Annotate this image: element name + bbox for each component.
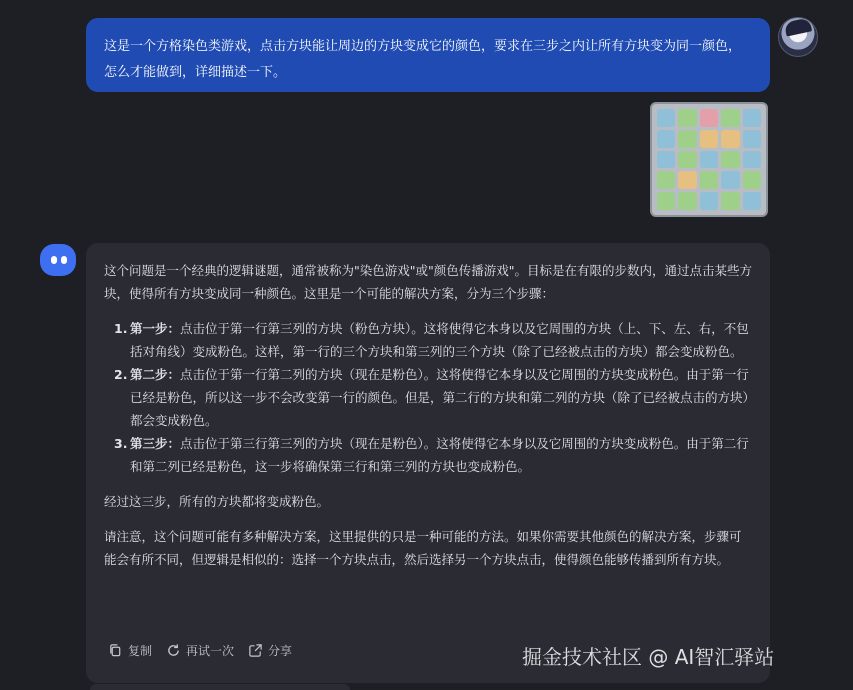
user-message-text: 这是一个方格染色类游戏，点击方块能让周边的方块变成它的颜色，要求在三步之内让所有方块变为同一颜色，怎么才能做到，详细描述一下。 [104, 39, 742, 80]
share-icon [248, 643, 263, 658]
puzzle-tile [657, 192, 675, 210]
puzzle-tile [700, 109, 718, 127]
puzzle-tile [657, 171, 675, 189]
step-number: 2. [114, 367, 128, 382]
puzzle-tile [657, 130, 675, 148]
puzzle-tile [700, 192, 718, 210]
puzzle-tile [743, 130, 761, 148]
puzzle-tile [657, 109, 675, 127]
puzzle-tile [743, 171, 761, 189]
list-item [114, 317, 752, 363]
puzzle-tile [721, 171, 739, 189]
step-number: 3. [114, 436, 128, 451]
puzzle-tile [678, 151, 696, 169]
bot-eye-icon [61, 256, 67, 264]
user-avatar[interactable] [778, 17, 818, 57]
watermark: 掘金技术社区 @ AI智汇驿站 [522, 645, 775, 669]
bot-eye-icon [51, 256, 57, 264]
puzzle-tile [743, 192, 761, 210]
copy-button[interactable] [108, 642, 152, 659]
puzzle-tile [743, 109, 761, 127]
list-item [114, 432, 752, 478]
user-message [86, 18, 770, 92]
copy-icon [108, 643, 123, 658]
step-text: 点击位于第一行第三列的方块（粉色方块）。这将使得它本身以及它周围的方块（上、下、左、右，不包括对角线）变成粉色。这样，第一行的三个方块和第三列的三个方块（除了已经被点击的方块）都会变成粉色。 [130, 321, 749, 359]
bot-intro: 这个问题是一个经典的逻辑谜题，通常被称为"染色游戏"或"颜色传播游戏"。目标是在有限的步数内，通过点击某些方块，使得所有方块变成同一种颜色。这里是一个可能的解决方案，分为三个步骤： [104, 263, 753, 301]
puzzle-tile [700, 171, 718, 189]
share-label: 分享 [268, 644, 293, 658]
puzzle-tile [700, 130, 718, 148]
retry-button[interactable] [166, 642, 234, 659]
step-title: 第三步： [130, 436, 181, 451]
bot-summary: 经过这三步，所有的方块都将变成粉色。 [104, 494, 330, 509]
steps-list [104, 317, 752, 478]
share-button[interactable] [248, 642, 292, 659]
puzzle-tile [721, 130, 739, 148]
bot-message [86, 243, 770, 683]
step-title: 第二步： [130, 367, 181, 382]
message-actions [108, 642, 292, 659]
puzzle-tile [657, 151, 675, 169]
puzzle-tile [678, 130, 696, 148]
puzzle-tile [700, 151, 718, 169]
puzzle-tile [678, 192, 696, 210]
puzzle-tile [721, 151, 739, 169]
retry-label: 再试一次 [186, 644, 235, 658]
bot-note: 请注意，这个问题可能有多种解决方案，这里提供的只是一种可能的方法。如果你需要其他颜色的解决方案，步骤可能会有所不同，但逻辑是相似的：选择一个方块点击，然后选择另一个方块点击，使得颜色能够传播到所有方块。 [104, 529, 742, 567]
bot-avatar [40, 244, 76, 276]
step-title: 第一步： [130, 321, 181, 336]
step-number: 1. [114, 321, 128, 336]
puzzle-image[interactable] [650, 102, 768, 217]
step-text: 点击位于第一行第二列的方块（现在是粉色）。这将使得它本身以及它周围的方块变成粉色。由于第一行已经是粉色，所以这一步不会改变第一行的颜色。但是，第二行的方块和第二列的方块（除了已经被点击的方块）都会变成粉色。 [130, 367, 749, 428]
puzzle-tile [721, 109, 739, 127]
refresh-icon [166, 643, 181, 658]
puzzle-tile [721, 192, 739, 210]
puzzle-tile [743, 151, 761, 169]
puzzle-tile [678, 171, 696, 189]
copy-label: 复制 [128, 644, 153, 658]
list-item [114, 363, 752, 432]
step-text: 点击位于第三行第三列的方块（现在是粉色）。这将使得它本身以及它周围的方块变成粉色。由于第二行和第二列已经是粉色，这一步将确保第三行和第三列的方块也变成粉色。 [130, 436, 749, 474]
next-message-edge [90, 684, 350, 690]
puzzle-tile [678, 109, 696, 127]
